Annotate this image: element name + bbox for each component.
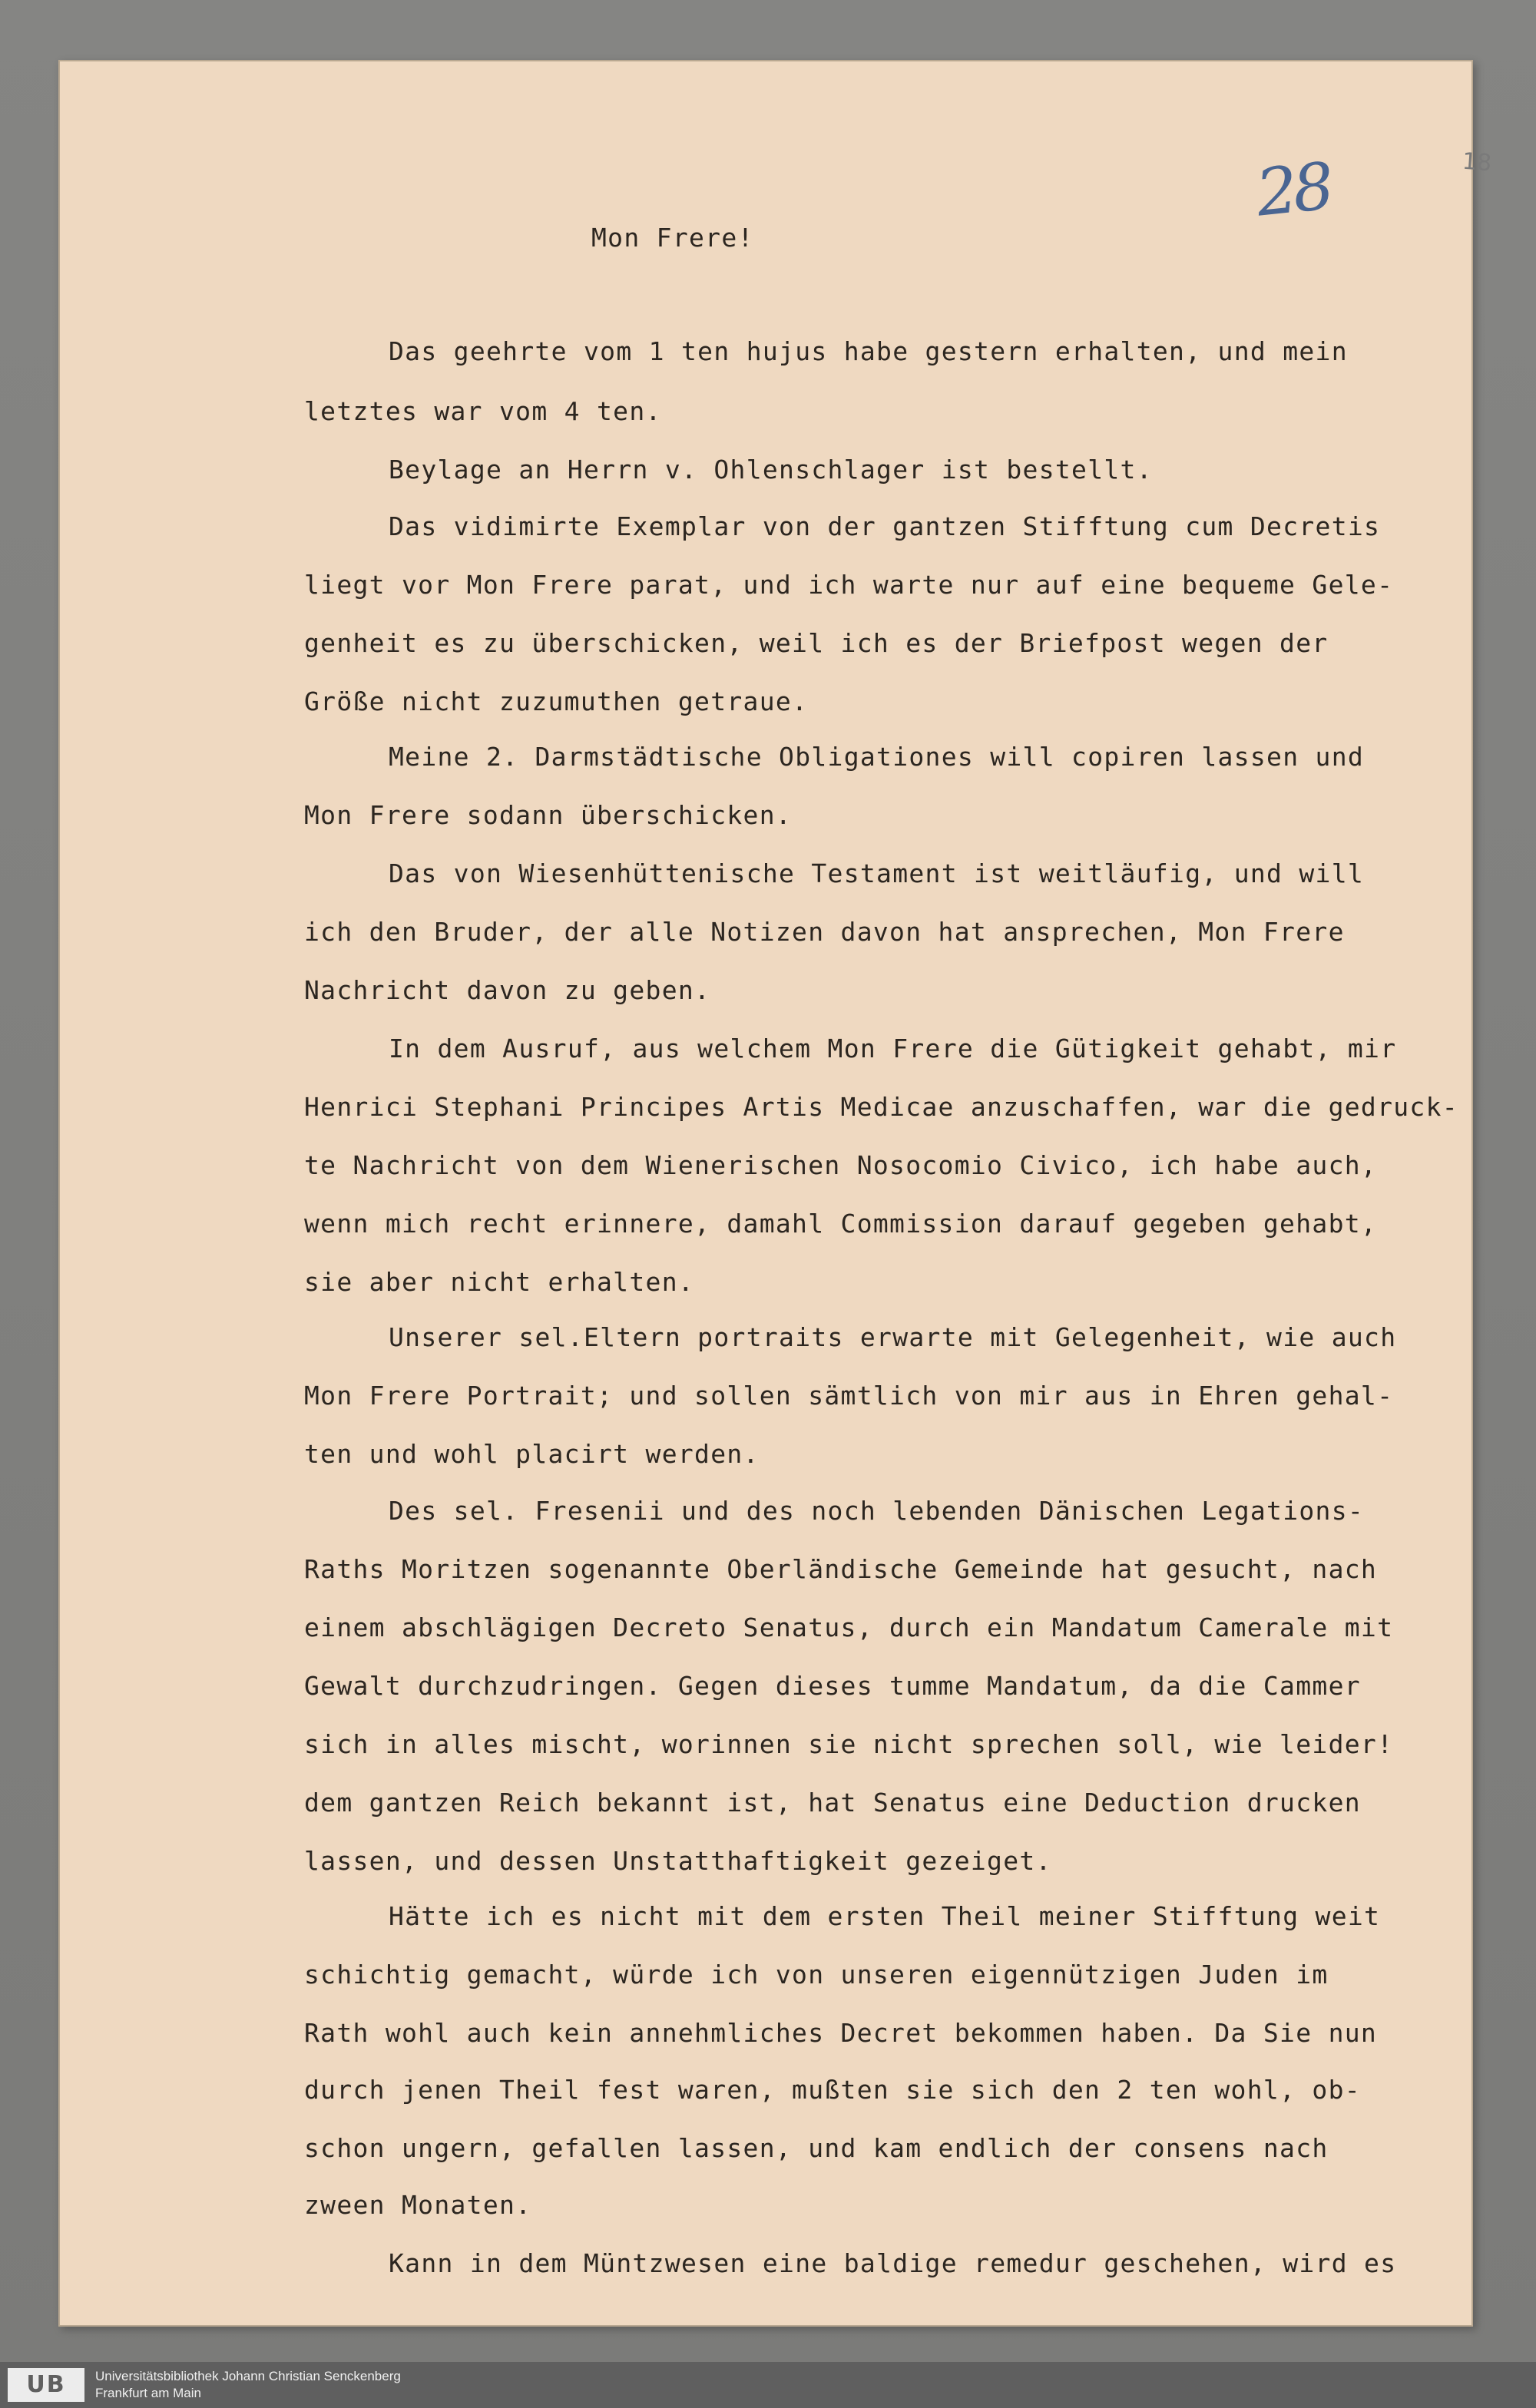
folio-number: 18 xyxy=(1461,147,1493,177)
text-line: Mon Frere sodann überschicken. xyxy=(304,800,793,830)
text-line: sich in alles mischt, worinnen sie nicht sprechen soll, wie leider! xyxy=(304,1729,1394,1759)
text-line: Größe nicht zuzumuthen getraue. xyxy=(304,686,809,716)
text-line: sie aber nicht erhalten. xyxy=(304,1267,695,1297)
text-line: In dem Ausruf, aus welchem Mon Frere die Gütigkeit gehabt, mir xyxy=(389,1034,1397,1063)
text-line: wenn mich recht erinnere, damahl Commission darauf gegeben gehabt, xyxy=(304,1209,1378,1239)
institution-line-1: Universitätsbibliothek Johann Christian Senckenberg xyxy=(95,2369,401,2383)
text-line: Das vidimirte Exemplar von der gantzen Stifftung cum Decretis xyxy=(389,511,1381,541)
text-line: Nachricht davon zu geben. xyxy=(304,975,711,1005)
text-line: durch jenen Theil fest waren, mußten sie sich den 2 ten wohl, ob- xyxy=(304,2075,1361,2105)
text-line: liegt vor Mon Frere parat, und ich warte nur auf eine bequeme Gele- xyxy=(304,570,1394,600)
text-line: dem gantzen Reich bekannt ist, hat Senatus eine Deduction drucken xyxy=(304,1788,1361,1818)
folio-mark: 28 xyxy=(1253,148,1333,231)
text-line: Meine 2. Darmstädtische Obligationes will copiren lassen und xyxy=(389,742,1365,772)
salutation: Mon Frere! xyxy=(591,223,754,253)
text-line: schon ungern, gefallen lassen, und kam endlich der consens nach xyxy=(304,2133,1329,2163)
text-line: te Nachricht von dem Wienerischen Nosocomio Civico, ich habe auch, xyxy=(304,1150,1378,1180)
text-line: Das von Wiesenhüttenische Testament ist weitläufig, und will xyxy=(389,858,1365,888)
library-footer xyxy=(0,2362,1536,2408)
text-line: Hätte ich es nicht mit dem ersten Theil meiner Stifftung weit xyxy=(389,1901,1381,1931)
text-line: Beylage an Herrn v. Ohlenschlager ist bestellt. xyxy=(389,455,1153,485)
text-line: Raths Moritzen sogenannte Oberländische Gemeinde hat gesucht, nach xyxy=(304,1554,1378,1584)
text-line: schichtig gemacht, würde ich von unseren eigennützigen Juden im xyxy=(304,1960,1329,1990)
text-line: Das geehrte vom 1 ten hujus habe gestern erhalten, und mein xyxy=(389,336,1348,366)
text-line: ich den Bruder, der alle Notizen davon hat ansprechen, Mon Frere xyxy=(304,917,1345,947)
text-line: ten und wohl placirt werden. xyxy=(304,1439,760,1469)
text-line: Mon Frere Portrait; und sollen sämtlich von mir aus in Ehren gehal- xyxy=(304,1381,1394,1411)
text-line: Gewalt durchzudringen. Gegen dieses tumme Mandatum, da die Cammer xyxy=(304,1671,1361,1701)
text-line: einem abschlägigen Decreto Senatus, durch ein Mandatum Camerale mit xyxy=(304,1612,1394,1642)
library-logo: UB xyxy=(8,2368,84,2402)
text-line: zween Monaten. xyxy=(304,2190,532,2220)
text-line: lassen, und dessen Unstatthaftigkeit gezeiget. xyxy=(304,1846,1052,1876)
institution-line-2: Frankfurt am Main xyxy=(95,2386,201,2400)
text-line: Henrici Stephani Principes Artis Medicae anzuschaffen, war die gedruck- xyxy=(304,1092,1458,1122)
text-line: Des sel. Fresenii und des noch lebenden Dänischen Legations- xyxy=(389,1496,1365,1526)
institution-name xyxy=(95,2368,401,2402)
text-line: Rath wohl auch kein annehmliches Decret bekommen haben. Da Sie nun xyxy=(304,2018,1378,2048)
text-line: Kann in dem Müntzwesen eine baldige remedur geschehen, wird es xyxy=(389,2248,1397,2278)
text-line: genheit es zu überschicken, weil ich es der Briefpost wegen der xyxy=(304,628,1329,658)
text-line: letztes war vom 4 ten. xyxy=(304,396,662,426)
text-line: Unserer sel.Eltern portraits erwarte mit Gelegenheit, wie auch xyxy=(389,1322,1397,1352)
document-page xyxy=(58,60,1493,2327)
